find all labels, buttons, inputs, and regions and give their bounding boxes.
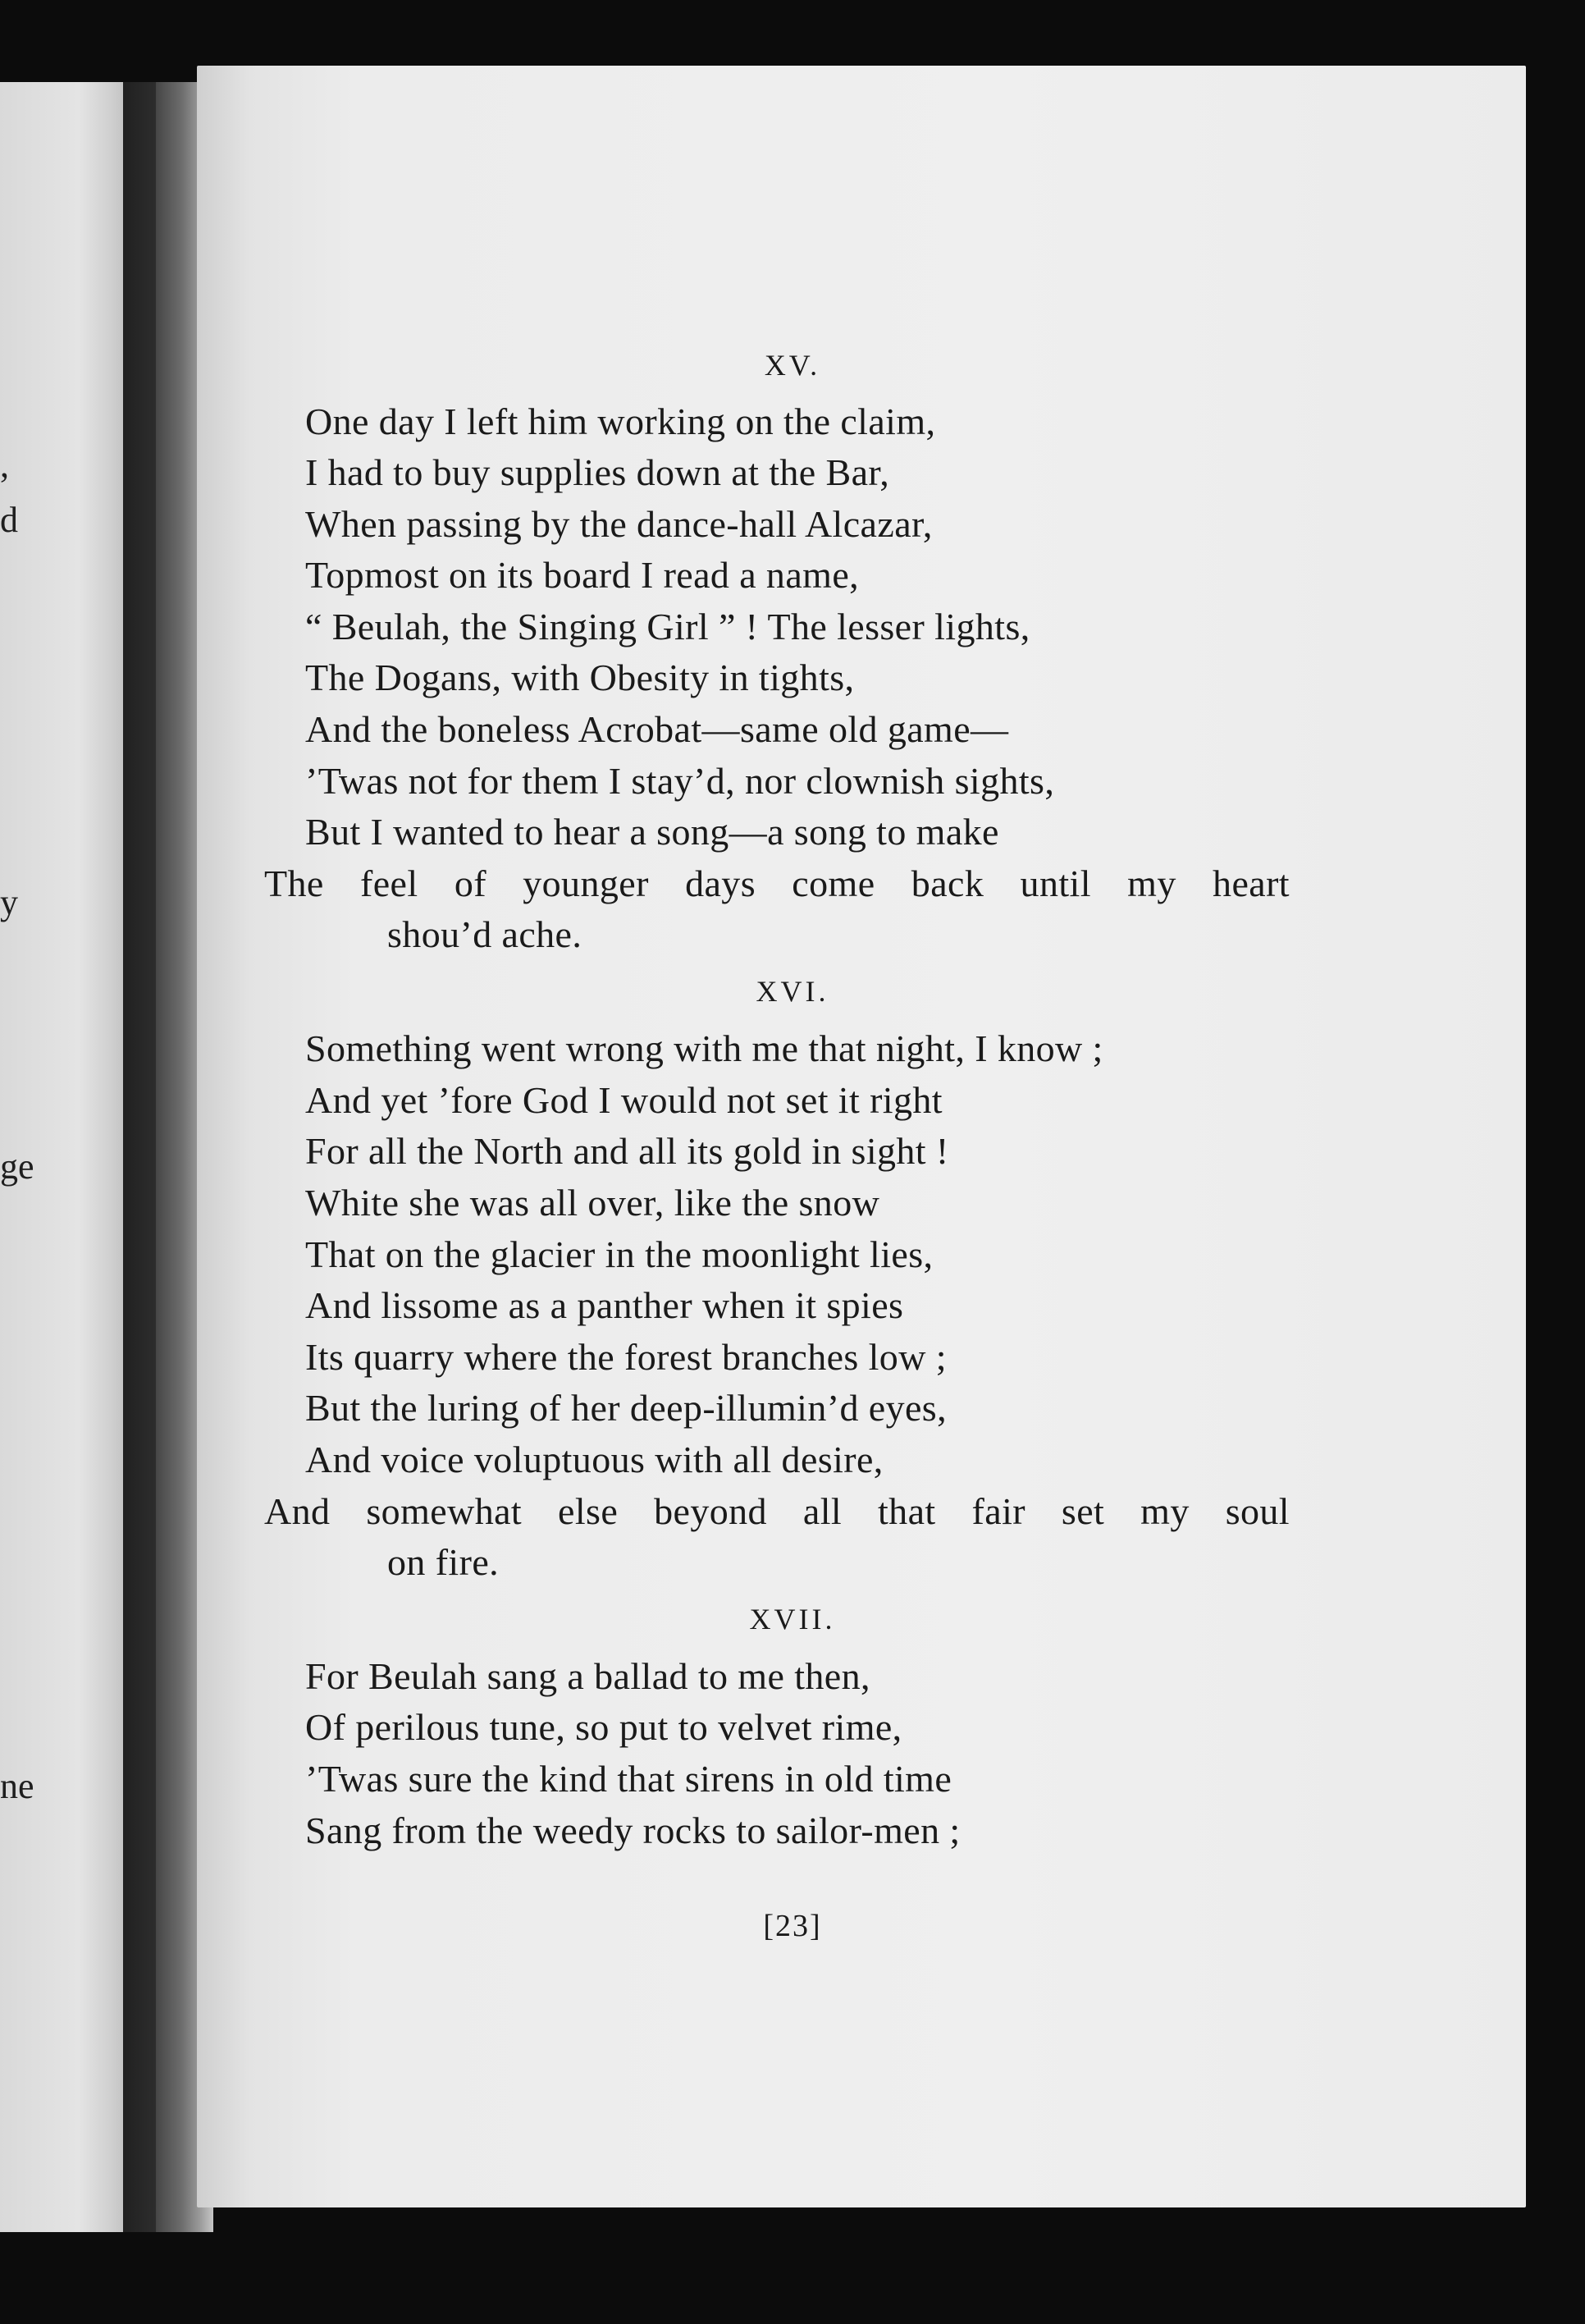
- poem-line: For all the North and all its gold in sight !: [305, 1130, 949, 1172]
- poem-line-long: And somewhat else beyond all that fair set my soul: [264, 1490, 1290, 1532]
- poem-line: And yet ’fore God I would not set it right: [305, 1079, 943, 1121]
- left-page-fragment: ge: [0, 1146, 34, 1187]
- poem-line: White she was all over, like the snow: [305, 1182, 880, 1224]
- poem-line: And voice voluptuous with all desire,: [305, 1439, 884, 1480]
- poem-line: The Dogans, with Obesity in tights,: [305, 656, 855, 698]
- poem-line-turnover: shou’d ache.: [387, 913, 582, 955]
- poem-line: Topmost on its board I read a name,: [305, 554, 860, 596]
- poem-line: “ Beulah, the Singing Girl ” ! The lesser lights,: [305, 606, 1030, 647]
- left-page-fragment: d: [0, 500, 18, 540]
- poem-line: Something went wrong with me that night, I know ;: [305, 1027, 1103, 1069]
- left-page-fragment: ne: [0, 1766, 34, 1806]
- gutter-shadow: [123, 82, 156, 2232]
- stanza-numeral: XVI.: [756, 975, 829, 1008]
- stanza-numeral: XV.: [764, 349, 821, 382]
- poem-line: Of perilous tune, so put to velvet rime,: [305, 1706, 902, 1748]
- poem-line: ’Twas sure the kind that sirens in old time: [305, 1758, 952, 1800]
- poem-line: Sang from the weedy rocks to sailor-men ;: [305, 1809, 961, 1851]
- poem-line-turnover: on fire.: [387, 1541, 500, 1583]
- poem-line: For Beulah sang a ballad to me then,: [305, 1655, 870, 1697]
- poem-line: But I wanted to hear a song—a song to make: [305, 811, 999, 853]
- page-number: [23]: [763, 1909, 822, 1943]
- poem-line: And lissome as a panther when it spies: [305, 1284, 904, 1326]
- poem-line: One day I left him working on the claim,: [305, 400, 936, 442]
- left-page-fragment: ,: [0, 445, 9, 485]
- poem-line-long: The feel of younger days come back until my heart: [264, 862, 1290, 904]
- poem-line: I had to buy supplies down at the Bar,: [305, 451, 890, 493]
- poem-line: ’Twas not for them I stay’d, nor clownish sights,: [305, 760, 1055, 802]
- poem-line: And the boneless Acrobat—same old game—: [305, 708, 1009, 750]
- left-page-fragment: y: [0, 882, 18, 922]
- poem-line: That on the glacier in the moonlight lies,: [305, 1233, 934, 1275]
- poem-line: But the luring of her deep-illumin’d eyes,: [305, 1387, 947, 1429]
- poem-line: When passing by the dance-hall Alcazar,: [305, 503, 933, 545]
- stanza-numeral: XVII.: [749, 1603, 836, 1635]
- poem-line: Its quarry where the forest branches low ;: [305, 1336, 947, 1378]
